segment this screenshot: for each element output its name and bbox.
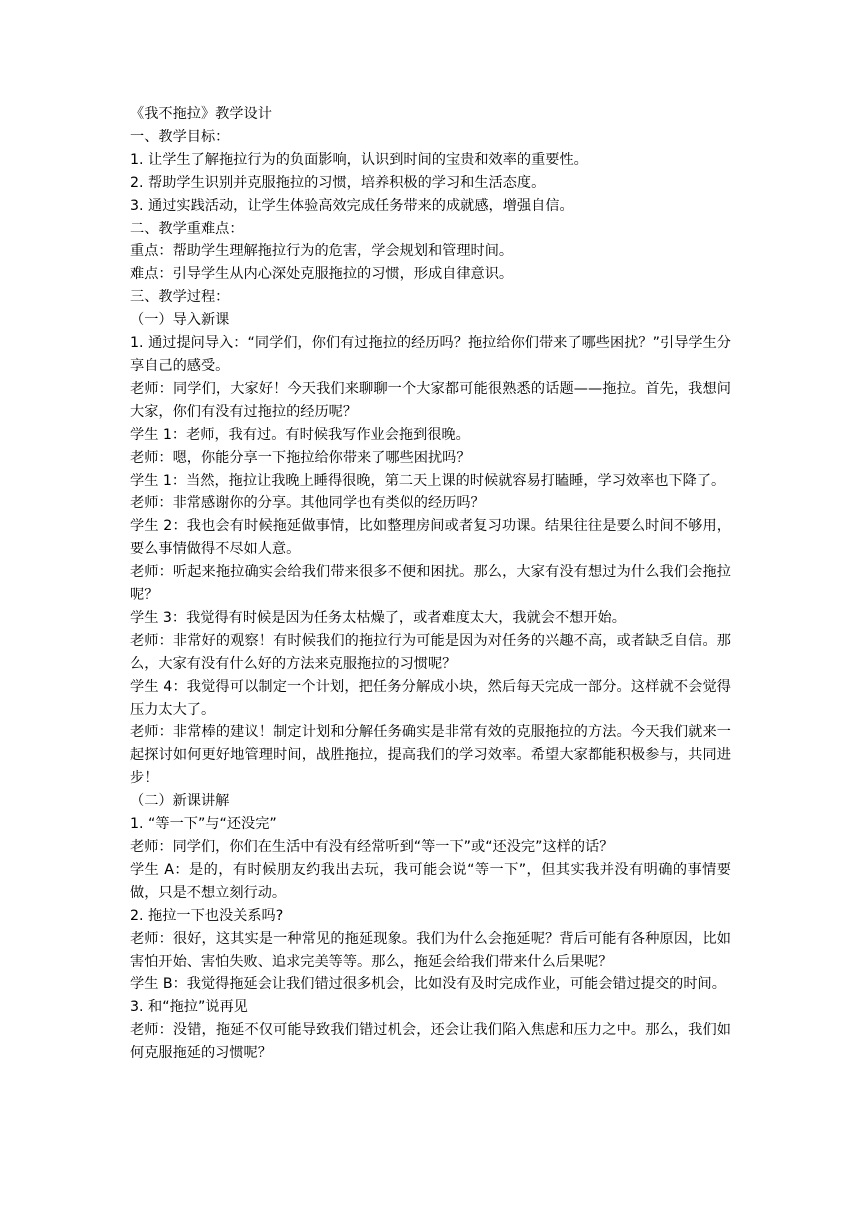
dialogue-line: 老师：没错，拖延不仅可能导致我们错过机会，还会让我们陷入焦虑和压力之中。那么，我们如何克服拖延的习惯呢？ — [130, 1022, 731, 1062]
section-heading: 二、教学重难点： — [130, 220, 244, 237]
dialogue-line: 老师：非常感谢你的分享。其他同学也有类似的经历吗？ — [130, 495, 485, 512]
dialogue-line: 学生 B：我觉得拖延会让我们错过很多机会，比如没有及时完成作业，可能会错过提交的时间。 — [130, 976, 726, 993]
dialogue-line: 学生 2：我也会有时候拖延做事情，比如整理房间或者复习功课。结果往往是要么时间不够用，要么事情做得不尽如人意。 — [130, 518, 731, 558]
section-heading: 三、教学过程： — [130, 289, 230, 306]
dialogue-line: 学生 1：当然，拖拉让我晚上睡得很晚，第二天上课的时候就容易打瞌睡，学习效率也下降了。 — [130, 472, 726, 489]
paragraph: 2. 帮助学生识别并克服拖拉的习惯，培养积极的学习和生活态度。 — [130, 174, 546, 191]
paragraph: 3. 通过实践活动，让学生体验高效完成任务带来的成就感，增强自信。 — [130, 197, 574, 214]
dialogue-line: 老师：很好，这其实是一种常见的拖延现象。我们为什么会拖延呢？背后可能有各种原因，比如害怕开始、害怕失败、追求完美等等。那么，拖延会给我们带来什么后果呢？ — [130, 930, 731, 970]
paragraph: 重点：帮助学生理解拖拉行为的危害，学会规划和管理时间。 — [130, 243, 514, 260]
document-body — [130, 103, 731, 1065]
document-title: 《我不拖拉》教学设计 — [130, 106, 272, 122]
section-heading: 一、教学目标： — [130, 128, 230, 145]
dialogue-line: 学生 3：我觉得有时候是因为任务太枯燥了，或者难度太大，我就会不想开始。 — [130, 609, 626, 626]
dialogue-line: 学生 A：是的，有时候朋友约我出去玩，我可能会说“等一下”，但其实我并没有明确的事情要做，只是不想立刻行动。 — [130, 861, 731, 901]
dialogue-line: 老师：非常棒的建议！制定计划和分解任务确实是非常有效的克服拖拉的方法。今天我们就来一起探讨如何更好地管理时间，战胜拖拉，提高我们的学习效率。希望大家都能积极参与，共同进步！ — [130, 724, 731, 787]
subsection-heading: （二）新课讲解 — [130, 793, 230, 810]
dialogue-line: 老师：同学们，你们在生活中有没有经常听到“等一下”或“还没完”这样的话？ — [130, 839, 614, 855]
topic-heading: 1. “等一下”与“还没完” — [130, 816, 277, 833]
dialogue-line: 学生 1：老师，我有过。有时候我写作业会拖到很晚。 — [130, 426, 470, 443]
dialogue-line: 老师：同学们，大家好！今天我们来聊聊一个大家都可能很熟悉的话题——拖拉。首先，我想问大家，你们有没有过拖拉的经历呢？ — [130, 380, 731, 420]
subsection-heading: （一）导入新课 — [130, 312, 230, 329]
paragraph: 难点：引导学生从内心深处克服拖拉的习惯，形成自律意识。 — [130, 266, 514, 283]
dialogue-line: 老师：嗯，你能分享一下拖拉给你带来了哪些困扰吗？ — [130, 449, 471, 466]
dialogue-line: 学生 4：我觉得可以制定一个计划，把任务分解成小块，然后每天完成一部分。这样就不会觉得压力太大了。 — [130, 678, 731, 718]
topic-heading: 2. 拖拉一下也没关系吗? — [130, 907, 284, 924]
paragraph: 1. 让学生了解拖拉行为的负面影响，认识到时间的宝贵和效率的重要性。 — [130, 151, 588, 168]
paragraph: 1. 通过提问导入：“同学们，你们有过拖拉的经历吗？拖拉给你们带来了哪些困扰？”引导学生分享自己的感受。 — [130, 335, 731, 374]
dialogue-line: 老师：非常好的观察！有时候我们的拖拉行为可能是因为对任务的兴趣不高，或者缺乏自信。那么，大家有没有什么好的方法来克服拖拉的习惯呢？ — [130, 632, 731, 672]
topic-heading: 3. 和“拖拉”说再见 — [130, 999, 248, 1016]
dialogue-line: 老师：听起来拖拉确实会给我们带来很多不便和困扰。那么，大家有没有想过为什么我们会拖拉呢？ — [130, 564, 731, 604]
